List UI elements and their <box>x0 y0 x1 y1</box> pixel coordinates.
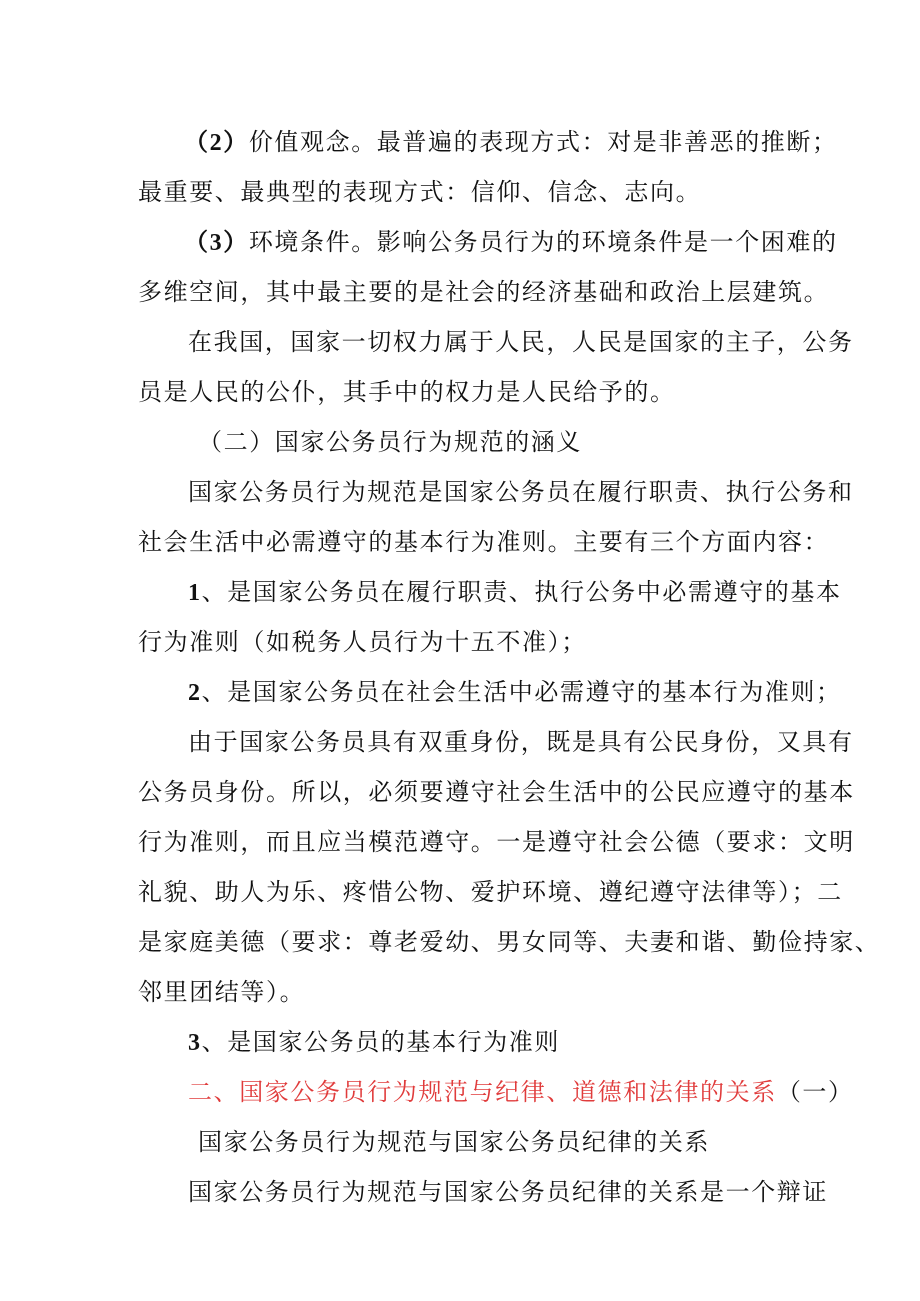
paragraph-line <box>138 526 829 558</box>
section-heading-red <box>188 1076 854 1108</box>
paragraph-line <box>138 626 587 658</box>
line-text: 国家公务员行为规范是国家公务员在履行职责、执行公务和 <box>188 478 854 506</box>
paragraph-line <box>138 276 829 308</box>
subsection-heading <box>198 1126 710 1158</box>
line-text: 行为准则（如税务人员行为十五不准）； <box>138 628 587 656</box>
paragraph-line <box>188 476 854 508</box>
item-number: 3 <box>188 1030 202 1056</box>
paragraph-line <box>184 226 838 259</box>
line-text: 、是国家公务员的基本行为准则 <box>201 1028 561 1056</box>
paragraph-line <box>138 826 855 858</box>
line-text: 、是国家公务员在履行职责、执行公务中必需遵守的基本 <box>201 578 842 606</box>
line-text: 在我国，国家一切权力属于人民，人民是国家的主子，公务 <box>188 328 854 356</box>
line-text: 礼貌、助人为乐、疼惜公物、爱护环境、遵纪遵守法律等）；二 <box>138 878 843 906</box>
item-number: （2） <box>184 130 249 156</box>
section-heading <box>198 426 582 458</box>
red-heading-text: 二、国家公务员行为规范与纪律、道德和法律的关系 <box>188 1078 777 1106</box>
line-text: 由于国家公务员具有双重身份，既是具有公民身份，又具有 <box>188 728 854 756</box>
line-text: 是家庭美德（要求：尊老爱幼、男女同等、夫妻和谐、勤俭持家、 <box>138 928 881 956</box>
item-number: 2 <box>188 680 202 706</box>
line-text: 社会生活中必需遵守的基本行为准则。主要有三个方面内容： <box>138 528 830 556</box>
line-text: 国家公务员行为规范与国家公务员纪律的关系 <box>198 1128 710 1156</box>
paragraph-line <box>188 326 854 358</box>
line-text: 、是国家公务员在社会生活中必需遵守的基本行为准则； <box>201 678 842 706</box>
item-number: （3） <box>184 230 249 256</box>
paragraph-line <box>184 126 838 159</box>
line-text: 最重要、最典型的表现方式：信仰、信念、志向。 <box>138 178 702 206</box>
line-text: 国家公务员行为规范与国家公务员纪律的关系是一个辩证 <box>188 1178 828 1206</box>
line-text: （二）国家公务员行为规范的涵义 <box>198 428 582 456</box>
paragraph-line <box>188 676 842 709</box>
paragraph-line <box>138 926 880 958</box>
line-text: 公务员身份。所以，必须要遵守社会生活中的公民应遵守的基本 <box>138 778 855 806</box>
paragraph-line <box>138 876 843 908</box>
paragraph-line <box>138 376 676 408</box>
paragraph-line <box>138 176 701 208</box>
paragraph-line <box>138 976 305 1008</box>
line-text: 邻里团结等）。 <box>138 978 306 1006</box>
line-text: 行为准则，而且应当模范遵守。一是遵守社会公德（要求：文明 <box>138 828 855 856</box>
paragraph-line <box>138 776 855 808</box>
paragraph-line <box>188 1176 828 1208</box>
heading-tail-text: （一） <box>776 1078 854 1106</box>
item-number: 1 <box>188 580 202 606</box>
line-text: 价值观念。最普遍的表现方式：对是非善恶的推断； <box>248 128 838 156</box>
line-text: 员是人民的公仆，其手中的权力是人民给予的。 <box>138 378 676 406</box>
paragraph-line <box>188 576 842 609</box>
line-text: 环境条件。影响公务员行为的环境条件是一个困难的 <box>248 228 838 256</box>
line-text: 多维空间，其中最主要的是社会的经济基础和政治上层建筑。 <box>138 278 830 306</box>
paragraph-line <box>188 1026 560 1059</box>
paragraph-line <box>188 726 854 758</box>
